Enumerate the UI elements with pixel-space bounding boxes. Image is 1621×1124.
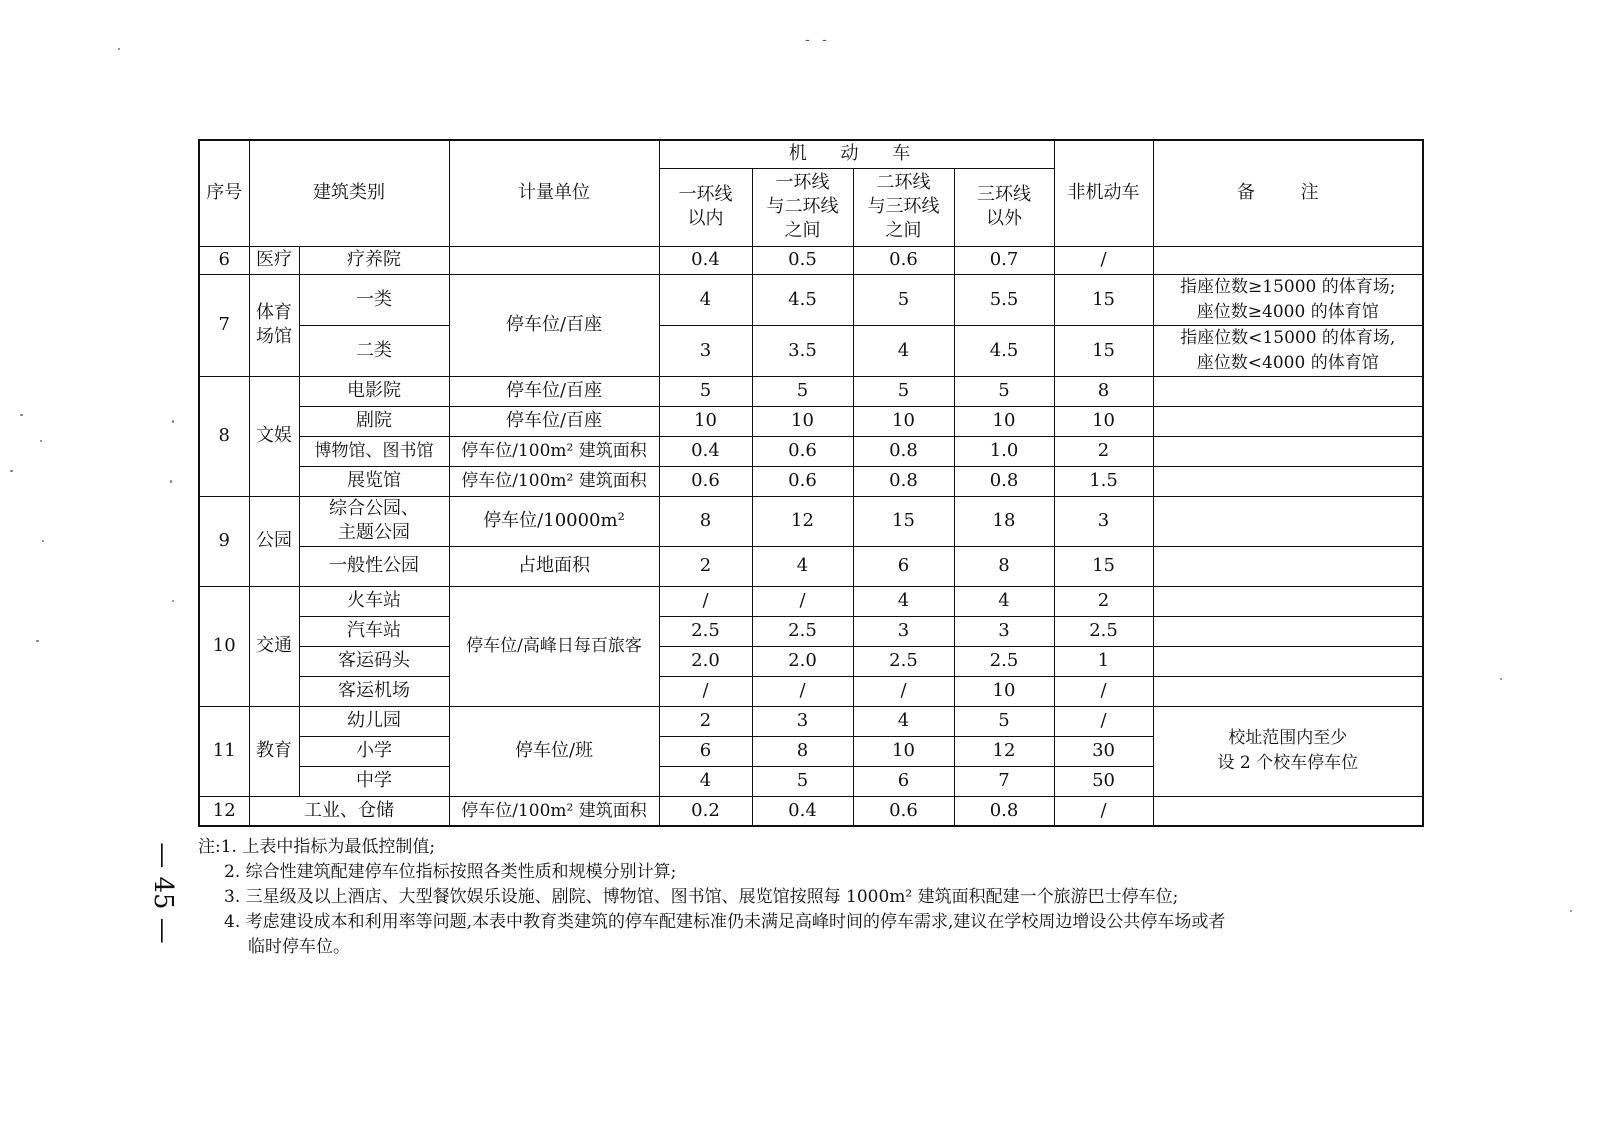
row-unit: 停车位/高峰日每百旅客: [449, 586, 659, 706]
table-row: [199, 274, 1423, 325]
value-ring2-3: 4: [853, 586, 954, 616]
row-unit: [449, 246, 659, 274]
row-group: 医疗: [249, 246, 299, 274]
value-ring1: 2.0: [659, 646, 752, 676]
row-subcategory: 一般性公园: [299, 546, 449, 586]
value-ring2-3: 15: [853, 496, 954, 546]
value-ring2-3: 0.8: [853, 436, 954, 466]
value-ring3: 0.8: [954, 466, 1054, 496]
value-ring3: 5: [954, 706, 1054, 736]
value-nonmotor: 10: [1054, 406, 1153, 436]
value-nonmotor: 15: [1054, 274, 1153, 325]
value-ring2-3: /: [853, 676, 954, 706]
value-ring2-3: 10: [853, 406, 954, 436]
value-ring1-2: 0.5: [752, 246, 853, 274]
row-unit: 停车位/10000m²: [449, 496, 659, 546]
value-ring1-2: 3: [752, 706, 853, 736]
value-ring2-3: 2.5: [853, 646, 954, 676]
value-nonmotor: 3: [1054, 496, 1153, 546]
row-subcategory: 中学: [299, 766, 449, 796]
value-ring1: 3: [659, 325, 752, 376]
value-ring1-2: 12: [752, 496, 853, 546]
value-ring2-3: 6: [853, 546, 954, 586]
scan-speck: [172, 600, 174, 602]
value-ring1: 0.6: [659, 466, 752, 496]
value-ring1: 6: [659, 736, 752, 766]
value-ring2-3: 0.8: [853, 466, 954, 496]
note-3: 3. 三星级及以上酒店、大型餐饮娱乐设施、剧院、博物馆、图书馆、展览馆按照每 1000m² 建筑面积配建一个旅游巴士停车位;: [224, 887, 1179, 907]
scan-speck: [1500, 678, 1502, 680]
table-row: [199, 376, 1423, 406]
value-nonmotor: 8: [1054, 376, 1153, 406]
value-nonmotor: 2.5: [1054, 616, 1153, 646]
table-row: [199, 436, 1423, 466]
value-ring2-3: 10: [853, 736, 954, 766]
row-remark: [1153, 796, 1423, 826]
header-ring2-3: 二环线 与三环线 之间: [853, 168, 954, 246]
row-group: 公园: [249, 496, 299, 586]
header-motor: 机 动 车: [659, 140, 1054, 168]
value-ring1: 4: [659, 274, 752, 325]
value-ring1: 0.4: [659, 246, 752, 274]
row-subcategory: 综合公园、 主题公园: [299, 496, 449, 546]
table-row: [199, 796, 1423, 826]
value-ring2-3: 0.6: [853, 796, 954, 826]
value-ring3: 3: [954, 616, 1054, 646]
value-nonmotor: 1.5: [1054, 466, 1153, 496]
header-row: [199, 140, 1423, 168]
value-ring1-2: 10: [752, 406, 853, 436]
row-unit: 停车位/100m² 建筑面积: [449, 796, 659, 826]
value-nonmotor: 1: [1054, 646, 1153, 676]
value-ring2-3: 5: [853, 376, 954, 406]
table-row: [199, 586, 1423, 616]
row-subcategory: 客运码头: [299, 646, 449, 676]
row-unit: 停车位/100m² 建筑面积: [449, 466, 659, 496]
row-group: 工业、仓储: [249, 796, 449, 826]
value-ring1-2: 3.5: [752, 325, 853, 376]
value-ring1-2: 4.5: [752, 274, 853, 325]
value-ring1: 2.5: [659, 616, 752, 646]
scan-speck: [170, 480, 172, 483]
note-4-continued: 临时停车位。: [248, 937, 350, 957]
row-unit: 停车位/百座: [449, 376, 659, 406]
value-ring3: 0.8: [954, 796, 1054, 826]
value-ring3: 0.7: [954, 246, 1054, 274]
row-remark: [1153, 646, 1423, 676]
row-number: 12: [199, 796, 249, 826]
value-ring1: 2: [659, 706, 752, 736]
value-ring3: 18: [954, 496, 1054, 546]
table-row: [199, 616, 1423, 646]
table-row: [199, 496, 1423, 546]
row-remark: [1153, 676, 1423, 706]
value-ring1-2: /: [752, 586, 853, 616]
row-subcategory: 展览馆: [299, 466, 449, 496]
scan-speck: [172, 420, 174, 423]
row-remark: [1153, 546, 1423, 586]
value-ring2-3: 4: [853, 325, 954, 376]
value-nonmotor: 30: [1054, 736, 1153, 766]
top-mark: - -: [805, 32, 831, 48]
value-nonmotor: 50: [1054, 766, 1153, 796]
row-remark: [1153, 246, 1423, 274]
value-ring1: 0.4: [659, 436, 752, 466]
row-number: 10: [199, 586, 249, 706]
table-row: [199, 646, 1423, 676]
row-number: 11: [199, 706, 249, 796]
scan-speck: [1570, 910, 1572, 912]
row-number: 8: [199, 376, 249, 496]
row-remark: [1153, 616, 1423, 646]
row-unit: 占地面积: [449, 546, 659, 586]
value-ring3: 12: [954, 736, 1054, 766]
row-number: 7: [199, 274, 249, 376]
value-nonmotor: 15: [1054, 325, 1153, 376]
value-ring3: 1.0: [954, 436, 1054, 466]
value-nonmotor: /: [1054, 706, 1153, 736]
value-nonmotor: /: [1054, 676, 1153, 706]
value-ring1: /: [659, 676, 752, 706]
header-category: 建筑类别: [249, 140, 449, 246]
row-remark: [1153, 496, 1423, 546]
row-group: 体育 场馆: [249, 274, 299, 376]
scan-speck: [42, 540, 44, 542]
table-row: [199, 325, 1423, 376]
note-4: 4. 考虑建设成本和利用率等问题,本表中教育类建筑的停车配建标准仍未满足高峰时间的停车需求,建议在学校周边增设公共停车场或者: [224, 912, 1226, 932]
row-subcategory: 汽车站: [299, 616, 449, 646]
row-unit: 停车位/百座: [449, 406, 659, 436]
value-ring3: 10: [954, 406, 1054, 436]
value-ring1-2: 0.6: [752, 436, 853, 466]
value-nonmotor: 2: [1054, 436, 1153, 466]
value-ring1-2: 0.6: [752, 466, 853, 496]
row-subcategory: 剧院: [299, 406, 449, 436]
header-nonmotor: 非机动车: [1054, 140, 1153, 246]
row-remark: [1153, 376, 1423, 406]
row-remark: 指座位数≥15000 的体育场; 座位数≥4000 的体育馆: [1153, 274, 1423, 325]
row-subcategory: 小学: [299, 736, 449, 766]
row-remark: [1153, 406, 1423, 436]
value-nonmotor: /: [1054, 796, 1153, 826]
value-ring1-2: 2.0: [752, 646, 853, 676]
value-ring1: /: [659, 586, 752, 616]
row-subcategory: 二类: [299, 325, 449, 376]
value-ring2-3: 5: [853, 274, 954, 325]
value-ring3: 7: [954, 766, 1054, 796]
value-ring3: 4.5: [954, 325, 1054, 376]
row-subcategory: 火车站: [299, 586, 449, 616]
value-ring1-2: /: [752, 676, 853, 706]
header-seq: 序号: [199, 140, 249, 246]
row-subcategory: 电影院: [299, 376, 449, 406]
row-group: 教育: [249, 706, 299, 796]
header-remarks: 备 注: [1153, 140, 1423, 246]
value-nonmotor: /: [1054, 246, 1153, 274]
row-unit: 停车位/100m² 建筑面积: [449, 436, 659, 466]
value-ring1: 8: [659, 496, 752, 546]
value-ring1-2: 8: [752, 736, 853, 766]
value-ring1-2: 4: [752, 546, 853, 586]
row-subcategory: 一类: [299, 274, 449, 325]
row-remark: [1153, 586, 1423, 616]
row-group: 交通: [249, 586, 299, 706]
value-ring3: 8: [954, 546, 1054, 586]
scan-speck: [36, 640, 39, 642]
value-ring1-2: 2.5: [752, 616, 853, 646]
scan-speck: [10, 470, 13, 472]
note-1: 注:1. 上表中指标为最低控制值;: [198, 837, 436, 857]
table-row: [199, 466, 1423, 496]
value-ring1: 10: [659, 406, 752, 436]
value-ring1: 4: [659, 766, 752, 796]
value-ring3: 5: [954, 376, 1054, 406]
header-unit: 计量单位: [449, 140, 659, 246]
table-row: [199, 546, 1423, 586]
header-ring3: 三环线 以外: [954, 168, 1054, 246]
scan-speck: [20, 414, 23, 416]
page-number: — 45 —: [148, 842, 178, 944]
scan-speck: [40, 440, 42, 442]
value-nonmotor: 15: [1054, 546, 1153, 586]
row-number: 6: [199, 246, 249, 274]
value-ring1: 5: [659, 376, 752, 406]
row-remark: 校址范围内至少 设 2 个校车停车位: [1153, 706, 1423, 796]
value-ring3: 4: [954, 586, 1054, 616]
value-ring2-3: 0.6: [853, 246, 954, 274]
row-remark: 指座位数<15000 的体育场, 座位数<4000 的体育馆: [1153, 325, 1423, 376]
value-ring1-2: 5: [752, 766, 853, 796]
parking-standard-table: [198, 139, 1424, 827]
table-row: [199, 706, 1423, 736]
row-remark: [1153, 466, 1423, 496]
value-nonmotor: 2: [1054, 586, 1153, 616]
value-ring1-2: 5: [752, 376, 853, 406]
value-ring2-3: 3: [853, 616, 954, 646]
scan-speck: [118, 48, 120, 50]
row-remark: [1153, 436, 1423, 466]
value-ring3: 2.5: [954, 646, 1054, 676]
row-group: 文娱: [249, 376, 299, 496]
row-subcategory: 疗养院: [299, 246, 449, 274]
row-number: 9: [199, 496, 249, 586]
value-ring2-3: 6: [853, 766, 954, 796]
table-row: [199, 406, 1423, 436]
header-ring1-2: 一环线 与二环线 之间: [752, 168, 853, 246]
table-row: [199, 676, 1423, 706]
header-ring1: 一环线 以内: [659, 168, 752, 246]
value-ring1-2: 0.4: [752, 796, 853, 826]
row-unit: 停车位/百座: [449, 274, 659, 376]
value-ring3: 10: [954, 676, 1054, 706]
value-ring1: 2: [659, 546, 752, 586]
value-ring1: 0.2: [659, 796, 752, 826]
row-unit: 停车位/班: [449, 706, 659, 796]
note-2: 2. 综合性建筑配建停车位指标按照各类性质和规模分别计算;: [224, 862, 677, 882]
table-notes: [198, 835, 1438, 960]
row-subcategory: 幼儿园: [299, 706, 449, 736]
table-row: [199, 246, 1423, 274]
value-ring3: 5.5: [954, 274, 1054, 325]
value-ring2-3: 4: [853, 706, 954, 736]
row-subcategory: 客运机场: [299, 676, 449, 706]
row-subcategory: 博物馆、图书馆: [299, 436, 449, 466]
